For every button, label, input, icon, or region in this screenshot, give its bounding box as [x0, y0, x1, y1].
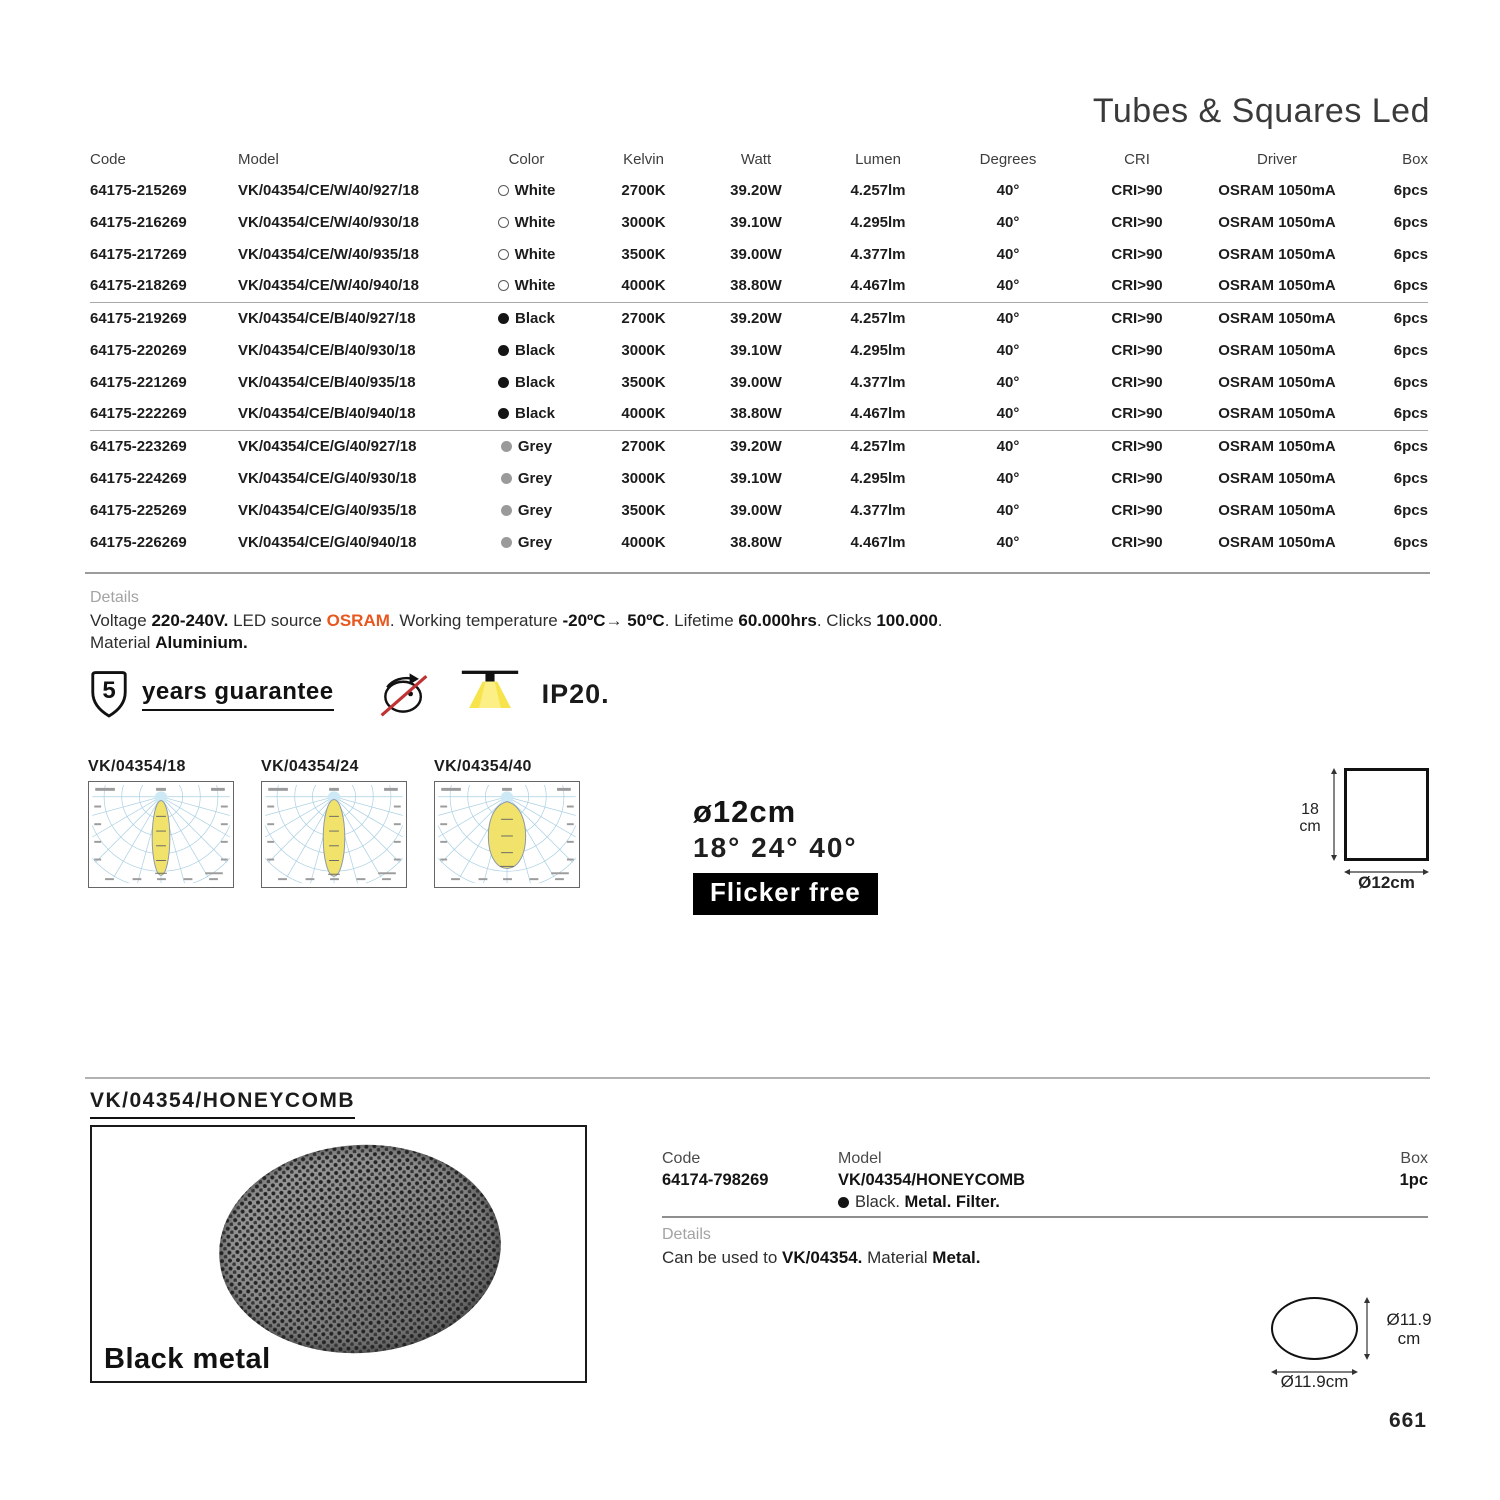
- cell-cri: CRI>90: [1111, 501, 1163, 519]
- cell-watt: 38.80W: [730, 533, 782, 551]
- cell-degrees: 40°: [996, 181, 1020, 199]
- cell-color: Grey: [478, 526, 575, 558]
- white-dot-icon: [498, 249, 509, 260]
- cell-model: VK/04354/CE/B/40/927/18: [238, 309, 416, 327]
- cell-code: 64175-223269: [90, 437, 187, 455]
- cell-cri: CRI>90: [1111, 437, 1163, 455]
- cell-driver: OSRAM 1050mA: [1218, 373, 1336, 391]
- white-dot-icon: [498, 280, 509, 291]
- column-header-kelvin: Kelvin: [623, 150, 664, 168]
- no-dimmer-icon: [376, 663, 432, 726]
- table-row: [90, 174, 1428, 206]
- honeycomb-box-value: 1pc: [1399, 1171, 1428, 1189]
- details-label: Details: [90, 589, 139, 606]
- cell-cri: CRI>90: [1111, 245, 1163, 263]
- circle-height-dimension-line: [1362, 1297, 1372, 1365]
- cell-watt: 39.20W: [730, 437, 782, 455]
- cell-watt: 39.20W: [730, 181, 782, 199]
- cell-color: Black: [478, 398, 575, 430]
- column-header-box: Box: [1402, 150, 1428, 168]
- cell-kelvin: 4000K: [621, 533, 666, 551]
- cell-color: White: [478, 270, 575, 302]
- honeycomb-details-text: Can be used to VK/04354. Material Metal.: [662, 1248, 981, 1267]
- ip-rating-label: IP20.: [541, 679, 610, 709]
- white-dot-icon: [498, 185, 509, 196]
- black-dot-icon: [498, 377, 509, 388]
- table-row: [90, 302, 1428, 334]
- guarantee-label: years guarantee: [142, 678, 334, 711]
- cell-box: 6pcs: [1340, 398, 1428, 430]
- honeycomb-outline-diagram: [1271, 1297, 1358, 1360]
- black-dot-icon: [498, 408, 509, 419]
- product-table: [90, 144, 1428, 558]
- cell-color: Black: [478, 302, 575, 334]
- column-header-degrees: Degrees: [979, 150, 1037, 168]
- cell-cri: CRI>90: [1111, 341, 1163, 359]
- cell-driver: OSRAM 1050mA: [1218, 469, 1336, 487]
- cell-lumen: 4.377lm: [850, 501, 906, 519]
- cell-box: 6pcs: [1393, 469, 1428, 487]
- cell-driver: OSRAM 1050mA: [1218, 341, 1336, 359]
- product-table-head-row: [90, 144, 1428, 174]
- cell-driver: OSRAM 1050mA: [1218, 533, 1336, 551]
- photometric-figure: [434, 758, 580, 888]
- cell-code: 64175-220269: [90, 341, 187, 359]
- guarantee-years: 5: [102, 676, 116, 704]
- table-row: [90, 526, 1428, 558]
- photometric-diagram-40: [434, 781, 580, 888]
- cell-box: 6pcs: [1393, 341, 1428, 359]
- spec-block: [693, 794, 878, 915]
- product-table-body: [90, 174, 1428, 558]
- column-header-code: Code: [90, 150, 126, 168]
- circle-diameter-bottom-label: Ø11.9cm: [1280, 1372, 1349, 1391]
- circle-diameter-right-label: [1376, 1310, 1442, 1348]
- cell-degrees: 40°: [996, 373, 1020, 391]
- honeycomb-photo-frame: [90, 1125, 587, 1383]
- cell-kelvin: 2700K: [621, 181, 666, 199]
- cell-lumen: 4.257lm: [850, 437, 906, 455]
- cell-lumen: 4.467lm: [800, 270, 956, 302]
- column-header-cri: CRI: [1124, 150, 1150, 168]
- cell-degrees: 40°: [996, 533, 1020, 551]
- honeycomb-model-label: Model: [838, 1150, 882, 1167]
- cell-cri: CRI>90: [1111, 469, 1163, 487]
- grey-dot-icon: [501, 473, 512, 484]
- cell-code: 64175-219269: [90, 309, 187, 327]
- cell-lumen: 4.257lm: [850, 309, 906, 327]
- grey-dot-icon: [501, 441, 512, 452]
- column-header-model: Model: [238, 150, 279, 168]
- cell-model: VK/04354/CE/W/40/935/18: [238, 245, 419, 263]
- honeycomb-finish-line: [838, 1193, 1000, 1212]
- cell-lumen: 4.467lm: [800, 398, 956, 430]
- table-row: [90, 206, 1428, 238]
- black-dot-icon: [838, 1197, 849, 1208]
- height-value: 18: [1301, 801, 1319, 818]
- cell-box: 6pcs: [1393, 533, 1428, 551]
- cell-degrees: 40°: [996, 213, 1020, 231]
- cell-kelvin: 3500K: [621, 501, 666, 519]
- cell-model: VK/04354/CE/B/40/940/18: [238, 398, 478, 430]
- cell-degrees: 40°: [956, 398, 1060, 430]
- table-bottom-divider: [85, 572, 1430, 574]
- table-row: [90, 398, 1428, 430]
- table-row: [90, 494, 1428, 526]
- cell-model: VK/04354/CE/B/40/935/18: [238, 373, 416, 391]
- honeycomb-box-label: Box: [1400, 1150, 1428, 1167]
- cell-lumen: 4.295lm: [850, 469, 906, 487]
- honeycomb-model-value: VK/04354/HONEYCOMB: [838, 1171, 1026, 1189]
- cell-kelvin: 3000K: [621, 469, 666, 487]
- cell-degrees: 40°: [996, 341, 1020, 359]
- cell-model: VK/04354/CE/G/40/930/18: [238, 469, 417, 487]
- guarantee-shield-icon: [88, 670, 130, 720]
- diameter-spec: ø12cm: [693, 794, 797, 829]
- cell-color: Grey: [478, 462, 575, 494]
- cell-watt: 39.00W: [730, 501, 782, 519]
- cell-lumen: 4.377lm: [850, 245, 906, 263]
- white-dot-icon: [498, 217, 509, 228]
- cell-lumen: 4.257lm: [850, 181, 906, 199]
- cell-color: White: [478, 238, 575, 270]
- cell-kelvin: 3000K: [621, 341, 666, 359]
- cell-cri: CRI>90: [1111, 213, 1163, 231]
- ceiling-light-icon: [460, 666, 520, 724]
- cell-kelvin: 2700K: [621, 309, 666, 327]
- cell-driver: OSRAM 1050mA: [1218, 213, 1336, 231]
- cell-cri: CRI>90: [1060, 270, 1214, 302]
- cell-kelvin: 3000K: [621, 213, 666, 231]
- column-header-color: Color: [508, 150, 545, 168]
- cell-model: VK/04354/CE/W/40/927/18: [238, 181, 419, 199]
- details-line-2: Material Aluminium.: [90, 633, 248, 652]
- cell-lumen: 4.377lm: [850, 373, 906, 391]
- cell-model: VK/04354/CE/B/40/930/18: [238, 341, 416, 359]
- cell-code: 64175-221269: [90, 373, 187, 391]
- cell-lumen: 4.467lm: [850, 533, 906, 551]
- cell-degrees: 40°: [956, 270, 1060, 302]
- cell-degrees: 40°: [996, 501, 1020, 519]
- cell-watt: 39.10W: [730, 213, 782, 231]
- cell-cri: CRI>90: [1060, 398, 1214, 430]
- column-header-lumen: Lumen: [855, 150, 901, 168]
- cell-cri: CRI>90: [1111, 533, 1163, 551]
- cell-kelvin: 3500K: [621, 373, 666, 391]
- photometric-label: VK/04354/18: [88, 758, 186, 775]
- cell-driver: OSRAM 1050mA: [1218, 437, 1336, 455]
- details-block: [90, 587, 943, 654]
- cell-box: 6pcs: [1340, 270, 1428, 302]
- cell-watt: 38.80W: [712, 270, 800, 302]
- cell-watt: 38.80W: [712, 398, 800, 430]
- photometric-figure: [88, 758, 234, 888]
- cell-driver: OSRAM 1050mA: [1218, 245, 1336, 263]
- honeycomb-divider: [662, 1216, 1428, 1218]
- width-dimension-label: Ø12cm: [1358, 873, 1415, 892]
- details-line-1: Voltage 220-240V. LED source OSRAM. Working temperature -20ºC→ 50ºC. Lifetime 60.000hrs. Clicks 100.000.: [90, 611, 943, 630]
- table-row: [90, 334, 1428, 366]
- cell-degrees: 40°: [996, 245, 1020, 263]
- cell-code: 64175-222269: [90, 398, 238, 430]
- table-row: [90, 270, 1428, 302]
- cell-kelvin: 3500K: [621, 245, 666, 263]
- cell-watt: 39.10W: [730, 341, 782, 359]
- guarantee-row: [88, 663, 610, 726]
- section-divider: [85, 1077, 1430, 1079]
- grey-dot-icon: [501, 537, 512, 548]
- cell-degrees: 40°: [996, 469, 1020, 487]
- cell-cri: CRI>90: [1111, 373, 1163, 391]
- photometric-diagrams: [88, 758, 580, 888]
- honeycomb-code-value: 64174-798269: [662, 1171, 769, 1189]
- cell-driver: OSRAM 1050mA: [1218, 501, 1336, 519]
- cell-code: 64175-218269: [90, 270, 238, 302]
- fixture-outline-diagram: [1344, 768, 1429, 861]
- table-row: [90, 430, 1428, 462]
- cell-model: VK/04354/CE/G/40/927/18: [238, 437, 417, 455]
- cell-driver: OSRAM 1050mA: [1218, 181, 1336, 199]
- cell-lumen: 4.295lm: [850, 213, 906, 231]
- cell-model: VK/04354/CE/W/40/940/18: [238, 270, 478, 302]
- cell-lumen: 4.295lm: [850, 341, 906, 359]
- cell-kelvin: 4000K: [575, 398, 712, 430]
- column-header-watt: Watt: [740, 150, 772, 168]
- table-row: [90, 238, 1428, 270]
- cell-color: Grey: [478, 494, 575, 526]
- cell-code: 64175-215269: [90, 181, 187, 199]
- cell-color: White: [478, 174, 575, 206]
- cell-watt: 39.00W: [730, 245, 782, 263]
- photometric-diagram-18: [88, 781, 234, 888]
- cell-kelvin: 4000K: [575, 270, 712, 302]
- cell-model: VK/04354/CE/G/40/940/18: [238, 533, 417, 551]
- circle-diameter-value: Ø11.9: [1386, 1310, 1432, 1329]
- height-unit: cm: [1299, 818, 1321, 835]
- cell-driver: OSRAM 1050mA: [1218, 309, 1336, 327]
- cell-driver: OSRAM 1050mA: [1214, 398, 1340, 430]
- black-dot-icon: [498, 313, 509, 324]
- honeycomb-finish-text: Black. Metal. Filter.: [855, 1193, 1000, 1211]
- cell-model: VK/04354/CE/G/40/935/18: [238, 501, 417, 519]
- honeycomb-code-label: Code: [662, 1150, 701, 1167]
- flicker-free-badge: Flicker free: [693, 873, 878, 915]
- cell-code: 64175-224269: [90, 469, 187, 487]
- honeycomb-photo-caption: Black metal: [104, 1343, 271, 1375]
- photometric-label: VK/04354/40: [434, 758, 532, 775]
- honeycomb-photo: [212, 1135, 508, 1362]
- page-title: Tubes & Squares Led: [1092, 92, 1430, 130]
- cell-model: VK/04354/CE/W/40/930/18: [238, 213, 419, 231]
- cell-watt: 39.10W: [730, 469, 782, 487]
- cell-box: 6pcs: [1393, 437, 1428, 455]
- cell-code: 64175-216269: [90, 213, 187, 231]
- cell-degrees: 40°: [996, 309, 1020, 327]
- photometric-diagram-24: [261, 781, 407, 888]
- cell-color: Black: [478, 334, 575, 366]
- height-dimension-label: [1294, 801, 1326, 835]
- cell-color: Grey: [478, 430, 575, 462]
- honeycomb-details-label: Details: [662, 1226, 711, 1243]
- cell-code: 64175-226269: [90, 533, 187, 551]
- photometric-label: VK/04354/24: [261, 758, 359, 775]
- cell-watt: 39.20W: [730, 309, 782, 327]
- cell-box: 6pcs: [1393, 181, 1428, 199]
- honeycomb-heading: VK/04354/HONEYCOMB: [90, 1089, 355, 1119]
- table-row: [90, 366, 1428, 398]
- cell-kelvin: 2700K: [621, 437, 666, 455]
- cell-box: 6pcs: [1393, 309, 1428, 327]
- table-row: [90, 462, 1428, 494]
- cell-watt: 39.00W: [730, 373, 782, 391]
- column-header-driver: Driver: [1257, 150, 1297, 168]
- cell-driver: OSRAM 1050mA: [1214, 270, 1340, 302]
- cell-degrees: 40°: [996, 437, 1020, 455]
- photometric-figure: [261, 758, 407, 888]
- cell-box: 6pcs: [1393, 245, 1428, 263]
- circle-diameter-unit: cm: [1397, 1329, 1421, 1348]
- cell-color: Black: [478, 366, 575, 398]
- cell-color: White: [478, 206, 575, 238]
- grey-dot-icon: [501, 505, 512, 516]
- cell-box: 6pcs: [1393, 501, 1428, 519]
- cell-code: 64175-217269: [90, 245, 187, 263]
- beam-angles-spec: 18° 24° 40°: [693, 832, 858, 863]
- cell-cri: CRI>90: [1111, 309, 1163, 327]
- height-dimension-line: [1329, 768, 1339, 866]
- cell-code: 64175-225269: [90, 501, 187, 519]
- page-number: 661: [1388, 1409, 1427, 1432]
- cell-cri: CRI>90: [1111, 181, 1163, 199]
- cell-box: 6pcs: [1393, 373, 1428, 391]
- cell-box: 6pcs: [1393, 213, 1428, 231]
- black-dot-icon: [498, 345, 509, 356]
